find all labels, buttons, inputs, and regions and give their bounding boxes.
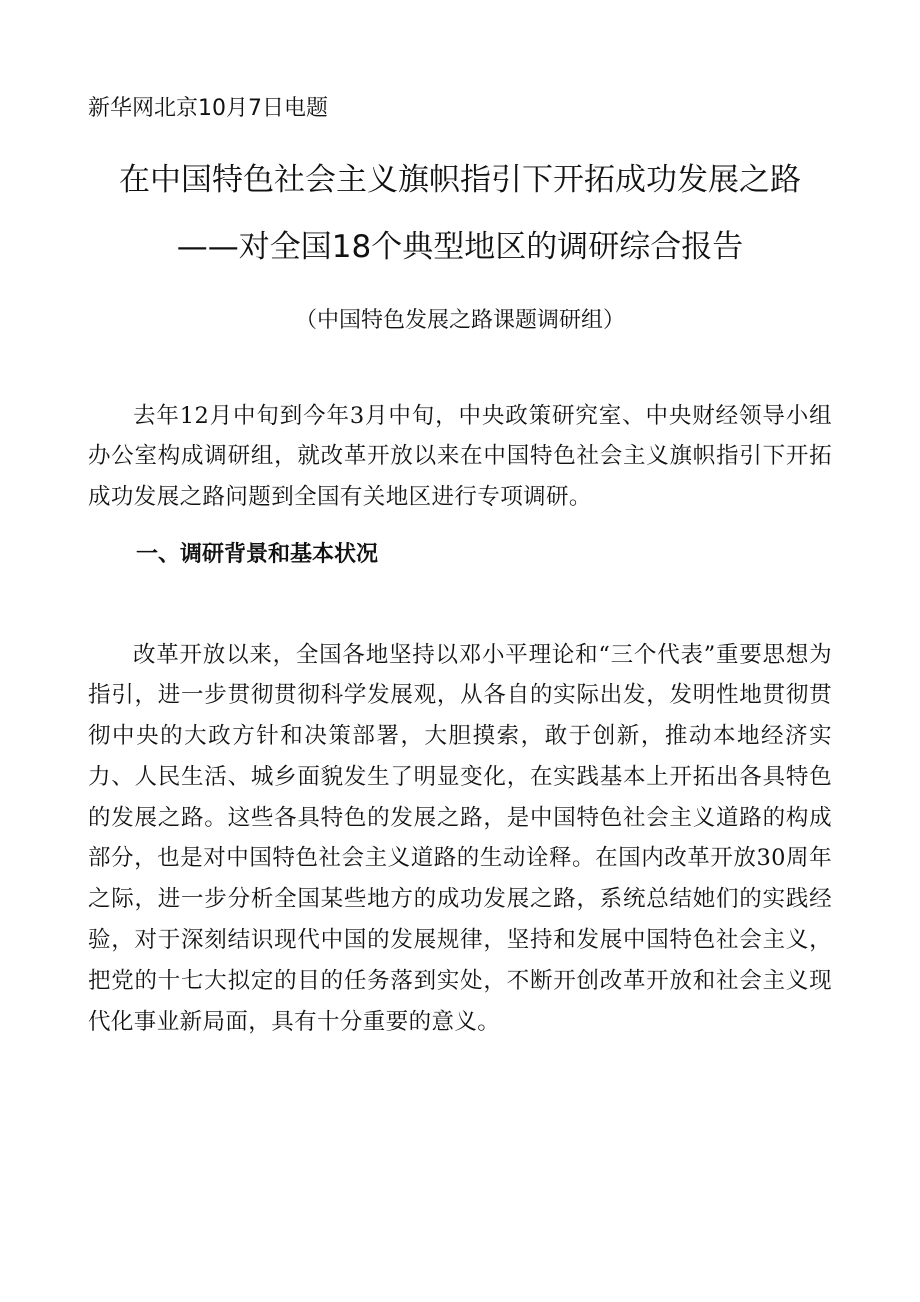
dateline: 新华网北京10月7日电题 [88,96,328,121]
document-subtitle: ——对全国18个典型地区的调研综合报告 [176,229,744,265]
byline: （中国特色发展之路课题调研组） [294,308,625,333]
body-paragraph: 改革开放以来，全国各地坚持以邓小平理论和“三个代表”重要思想为指引，进一步贯彻贯彻科学发展观，从各自的实际出发，发明性地贯彻贯彻中央的大政方针和决策部署，大胆摸索，敢于创新，推动本地经济实力、人民生活、城乡面貌发生了明显变化，在实践基本上开拓出各具特色的发展之路。这些各具特色的发展之路，是中国特色社会主义道路的构成部分，也是对中国特色社会主义道路的生动诠释。在国内改革开放30周年之际，进一步分析全国某些地方的成功发展之路，系统总结她们的实践经验，对于深刻结识现代中国的发展规律，坚持和发展中国特色社会主义，把党的十七大拟定的目的任务落到实处，不断开创改革开放和社会主义现代化事业新局面，具有十分重要的意义。 [88,641,832,1035]
section-heading: 一、调研背景和基本状况 [136,542,379,567]
document-title: 在中国特色社会主义旗帜指引下开拓成功发展之路 [119,162,801,198]
intro-paragraph: 去年12月中旬到今年3月中旬，中央政策研究室、中央财经领导小组办公室构成调研组，就改革开放以来在中国特色社会主义旗帜指引下开拓成功发展之路问题到全国有关地区进行专项调研。 [88,402,832,511]
